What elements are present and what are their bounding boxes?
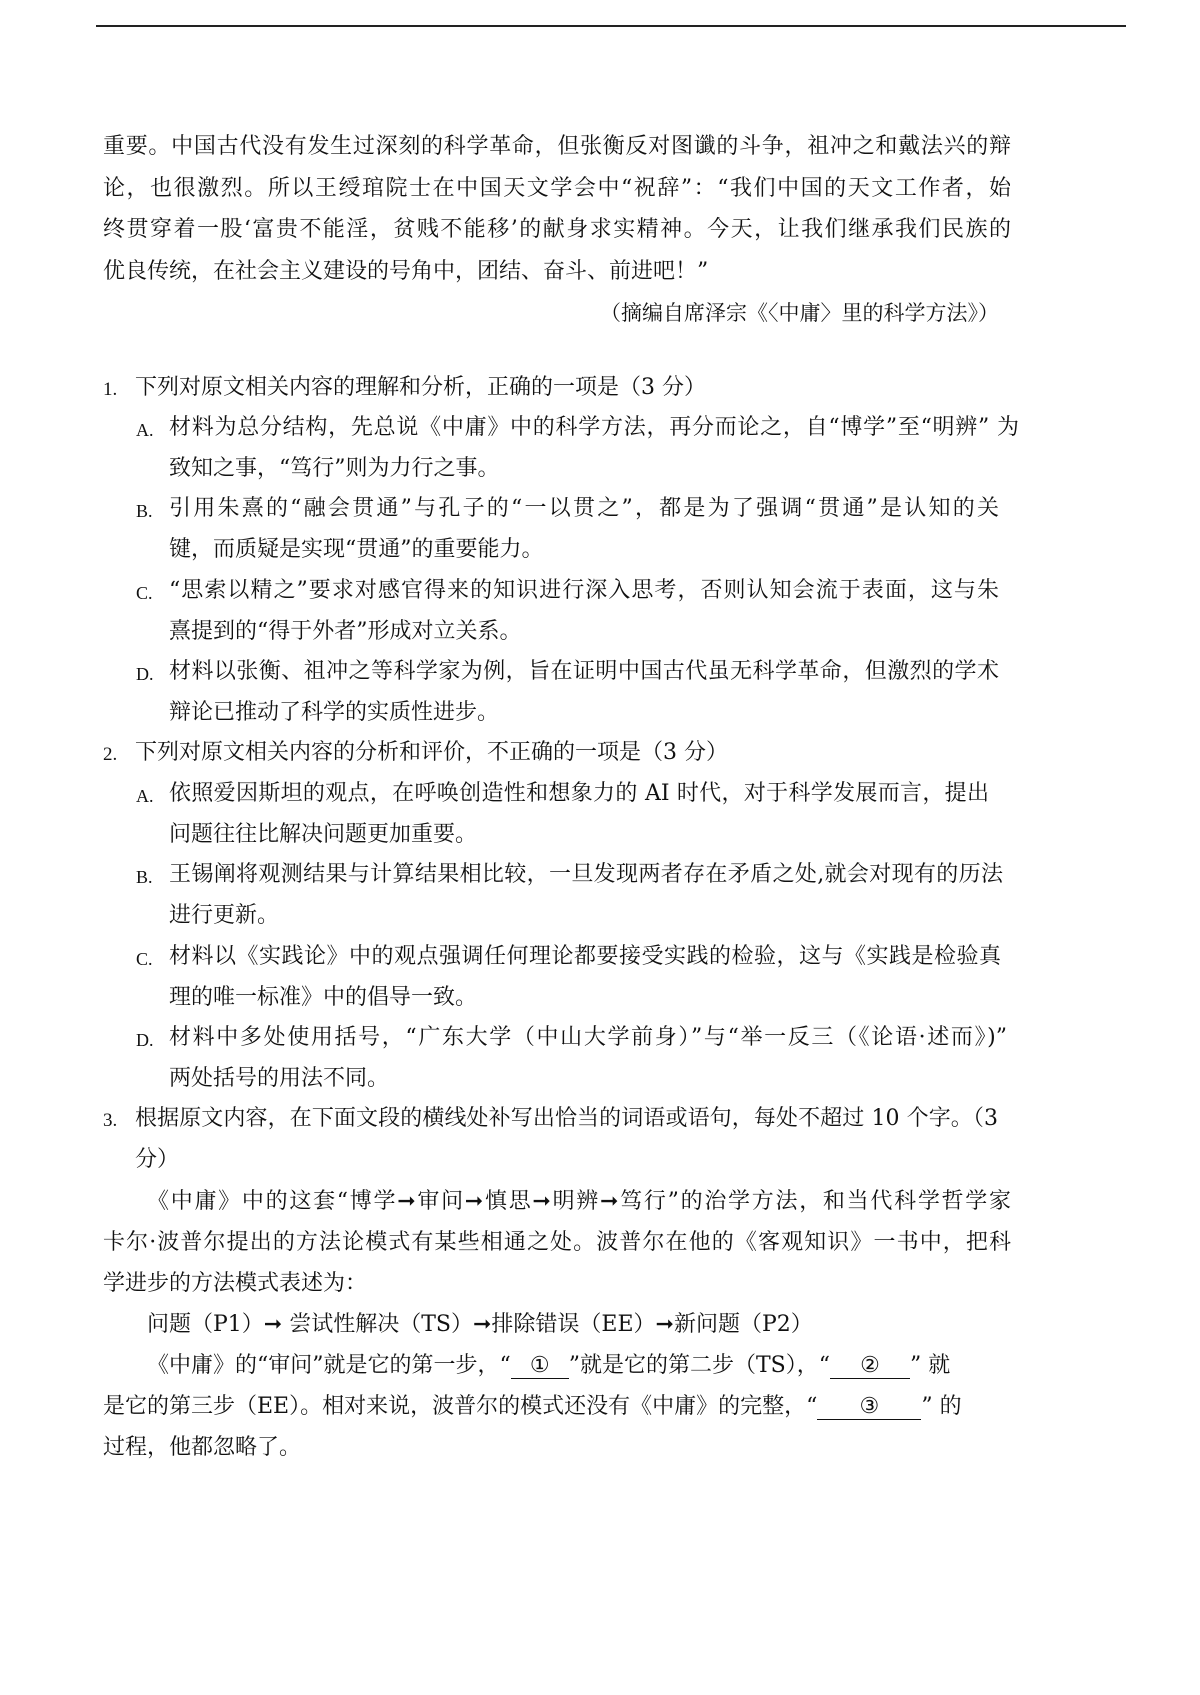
passage-line: 重要。中国古代没有发生过深刻的科学革命，但张衡反对图谶的斗争，祖冲之和戴法兴的辩: [103, 134, 1011, 159]
option-text: 引用朱熹的“融会贯通”与孔子的“一以贯之”，都是为了强调“贯通”是认知的关: [169, 496, 999, 521]
option-letter: B.: [136, 867, 153, 887]
option-letter: A.: [136, 786, 154, 806]
option-text: 材料以《实践论》中的观点强调任何理论都要接受实践的检验，这与《实践是检验真: [169, 944, 1001, 969]
answer-blank-2[interactable]: ②: [830, 1354, 910, 1379]
option-text: 材料为总分结构，先总说《中庸》中的科学方法，再分而论之，自“博学”至“明辨” 为: [169, 415, 1019, 440]
option-text: 理的唯一标准》中的倡导一致。: [169, 985, 478, 1010]
option-letter: C.: [136, 583, 153, 603]
option-text: 王锡阐将观测结果与计算结果相比较，一旦发现两者存在矛盾之处,就会对现有的历法: [169, 862, 1003, 887]
q3-paragraph-line: 过程，他都忽略了。: [103, 1435, 302, 1460]
passage-line: 论，也很激烈。所以王绶琯院士在中国天文学会中“祝辞”：“我们中国的天文工作者，始: [103, 176, 1011, 201]
q3-fill-line: [147, 1351, 950, 1381]
q3-paragraph-line: 学进步的方法模式表述为：: [103, 1271, 368, 1296]
question-stem: 分）: [135, 1147, 180, 1172]
option-text: 熹提到的“得于外者”形成对立关系。: [169, 619, 522, 644]
option-text: 辩论已推动了科学的实质性进步。: [169, 700, 500, 725]
question-number: 1.: [103, 379, 118, 400]
question-stem: 根据原文内容，在下面文段的横线处补写出恰当的词语或语句，每处不超过 10 个字。（3: [135, 1106, 998, 1131]
q3-text: ” 就: [910, 1353, 951, 1378]
option-letter: C.: [136, 949, 153, 969]
option-letter: A.: [136, 420, 154, 440]
q3-formula: 问题（P1）➞ 尝试性解决（TS）➞排除错误（EE）➞新问题（P2）: [147, 1312, 813, 1337]
option-text: 键，而质疑是实现“贯通”的重要能力。: [169, 537, 544, 562]
option-text: 进行更新。: [169, 903, 280, 928]
passage-line: 终贯穿着一股‘富贵不能淫，贫贱不能移’的献身求实精神。今天，让我们继承我们民族的: [103, 217, 1011, 242]
question-number: 2.: [103, 744, 118, 765]
option-text: “思索以精之”要求对感官得来的知识进行深入思考，否则认知会流于表面，这与朱: [169, 578, 999, 603]
passage-source: （摘编自席泽宗《〈中庸〉里的科学方法》）: [600, 301, 999, 325]
option-letter: D.: [136, 664, 154, 684]
passage-line: 优良传统，在社会主义建设的号角中，团结、奋斗、前进吧！”: [103, 259, 709, 284]
q3-paragraph-line: 《中庸》中的这套“博学➞审问➞慎思➞明辨➞笃行”的治学方法，和当代科学哲学家: [147, 1189, 1011, 1214]
q3-fill-line: [103, 1392, 962, 1422]
question-stem: 下列对原文相关内容的理解和分析，正确的一项是（3 分）: [135, 375, 706, 400]
q3-paragraph-line: 卡尔·波普尔提出的方法论模式有某些相通之处。波普尔在他的《客观知识》一书中，把科: [103, 1230, 1011, 1255]
header-rule: [96, 25, 1126, 27]
question-stem: 下列对原文相关内容的分析和评价，不正确的一项是（3 分）: [135, 740, 728, 765]
option-text: 材料以张衡、祖冲之等科学家为例，旨在证明中国古代虽无科学革命，但激烈的学术: [169, 659, 999, 684]
option-text: 两处括号的用法不同。: [169, 1066, 390, 1091]
option-letter: D.: [136, 1030, 154, 1050]
option-text: 材料中多处使用括号，“广东大学（中山大学前身）”与“举一反三（《论语·述而》)”: [169, 1025, 1007, 1050]
option-text: 问题往往比解决问题更加重要。: [169, 822, 478, 847]
q3-text: ” 的: [921, 1394, 962, 1419]
answer-blank-1[interactable]: ①: [511, 1354, 569, 1379]
q3-text: ”就是它的第二步（TS），“: [568, 1353, 830, 1378]
option-letter: B.: [136, 501, 153, 521]
question-number: 3.: [103, 1110, 118, 1131]
answer-blank-3[interactable]: ③: [817, 1395, 921, 1420]
q3-text: 《中庸》的“审问”就是它的第一步，“: [147, 1353, 511, 1378]
option-text: 依照爱因斯坦的观点，在呼唤创造性和想象力的 AI 时代，对于科学发展而言，提出: [169, 781, 989, 806]
q3-text: 是它的第三步（EE）。相对来说，波普尔的模式还没有《中庸》的完整，“: [103, 1394, 818, 1419]
option-text: 致知之事，“笃行”则为力行之事。: [169, 456, 500, 481]
